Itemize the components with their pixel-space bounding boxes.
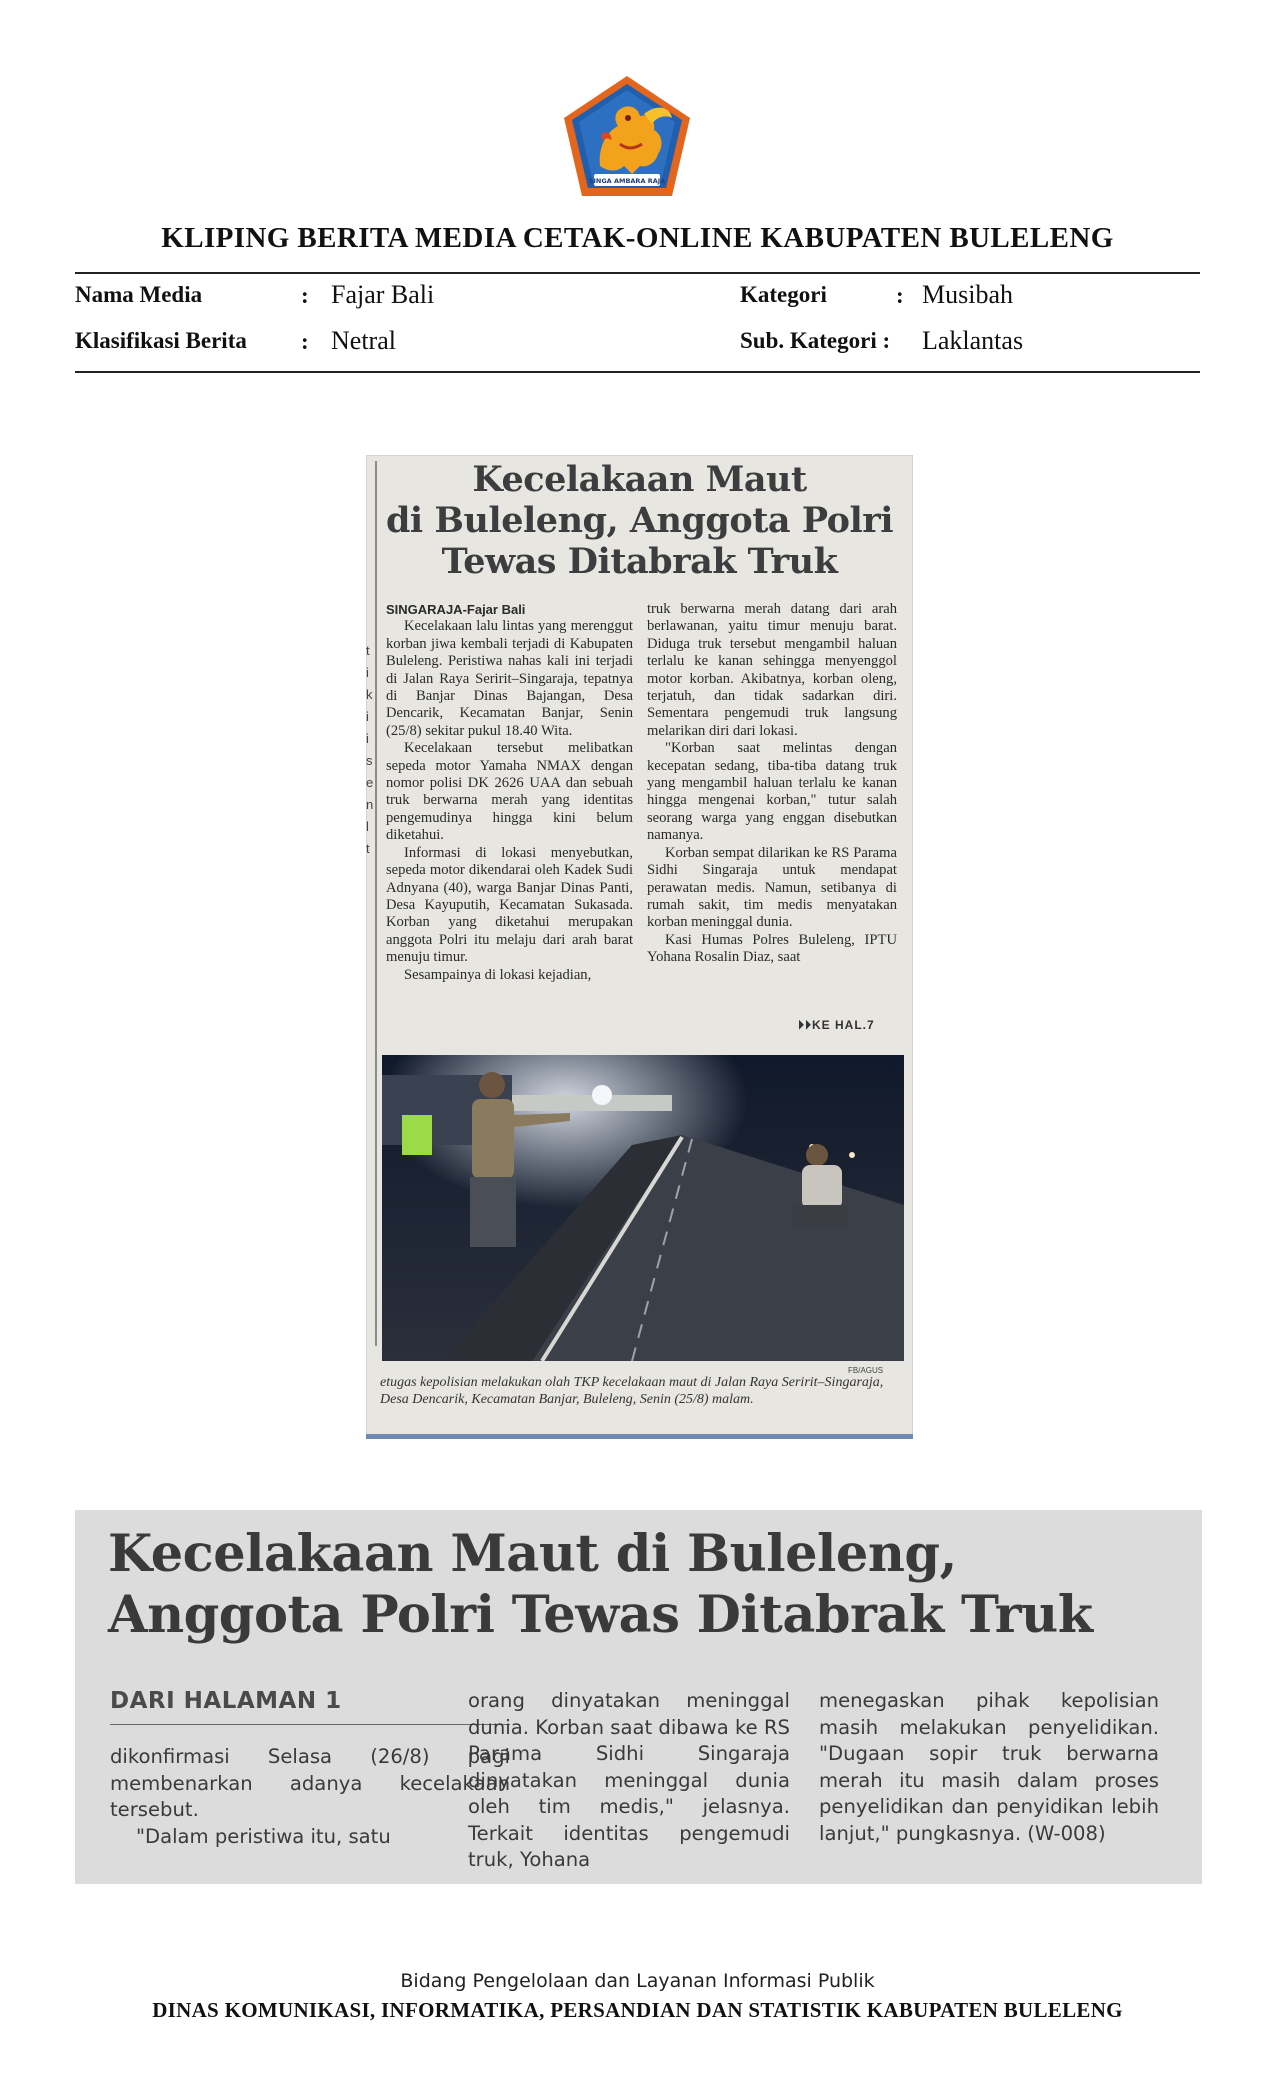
header-divider-top <box>75 272 1200 274</box>
logo-motto: SINGA AMBARA RAJA <box>588 177 666 185</box>
clipping1-headline-line: Tewas Ditabrak Truk <box>441 541 838 582</box>
continued-marker: ⏵⏵KE HAL.7 <box>798 1018 875 1032</box>
clipping2-headline-line: Anggota Polri Tewas Ditabrak Truk <box>108 1585 1093 1645</box>
klasifikasi-label: Klasifikasi Berita <box>75 328 247 353</box>
buleleng-emblem-logo <box>560 74 694 200</box>
clipping2-headline-line: Kecelakaan Maut di Buleleng, <box>108 1524 957 1584</box>
clipping2-column-1 <box>110 1744 510 1850</box>
kategori-label: Kategori <box>740 282 827 307</box>
kicker-underline <box>110 1724 510 1725</box>
document-title: KLIPING BERITA MEDIA CETAK-ONLINE KABUPATEN BULELENG <box>161 222 1114 254</box>
paragraph: "Korban saat melintas dengan kecepatan sedang, tiba-tiba datang truk yang mengambil haluan terlalu ke kanan hingga mengenai korban," tutur salah seorang warga yang enggan disebutkan namanya. <box>647 740 897 844</box>
margin-fragment: i <box>366 665 369 680</box>
margin-fragment: i <box>366 709 369 724</box>
kategori-colon: : <box>896 283 904 308</box>
header-divider-bottom <box>75 371 1200 373</box>
clipping1-headline <box>366 459 913 582</box>
newspaper-clipping-page-1 <box>366 455 913 1439</box>
paragraph: menegaskan pihak kepolisian masih melakukan penyelidikan. "Dugaan sopir truk berwarna merah itu masih dalam proses penyelidikan dan penyidikan lebih lanjut," pungkasnya. (W-008) <box>819 1689 1159 1845</box>
paragraph: Informasi di lokasi menyebutkan, sepeda motor dikendarai oleh Kadek Sudi Adnyana (40), warga Banjar Dinas Panti, Desa Kayuputih, Kecamatan Sukasada. Korban yang diketahui merupakan anggota Polri itu melaju dari arah barat menuju timur. <box>386 844 633 966</box>
paragraph: dikonfirmasi Selasa (26/8) pagi membenarkan adanya kecelakaan tersebut. <box>110 1745 510 1821</box>
page-border-accent <box>366 1434 913 1439</box>
margin-fragment: e <box>366 775 374 790</box>
nama-media-colon: : <box>301 283 309 308</box>
clipping2-headline <box>108 1524 1188 1646</box>
accident-scene-photo <box>382 1055 904 1361</box>
photo-caption: etugas kepolisian melakukan olah TKP kecelakaan maut di Jalan Raya Seririt–Singaraja, Desa Dencarik, Kecamatan Banjar, Buleleng, Senin (25/8) malam. <box>380 1375 884 1407</box>
paragraph: Kasi Humas Polres Buleleng, IPTU Yohana Rosalin Diaz, saat <box>647 931 897 966</box>
margin-fragment: k <box>366 687 373 702</box>
clipping1-left-column <box>386 601 633 984</box>
margin-fragment: i <box>366 731 369 746</box>
paragraph: Kecelakaan tersebut melibatkan sepeda motor Yamaha NMAX dengan nomor polisi DK 2626 UAA dan sebuah truk berwarna merah yang identitas pengemudinya hingga kini belum diketahui. <box>386 740 633 844</box>
kategori-value: Musibah <box>922 280 1013 309</box>
clipping2-column-2 <box>468 1688 790 1874</box>
page-fold-line <box>375 461 377 1346</box>
footer-department: Bidang Pengelolaan dan Layanan Informasi Publik <box>400 1970 875 1992</box>
clipping1-headline-line: Kecelakaan Maut <box>472 459 807 500</box>
margin-fragment: t <box>366 643 370 658</box>
clipping1-headline-line: di Buleleng, Anggota Polri <box>385 500 894 541</box>
nama-media-label: Nama Media <box>75 282 203 307</box>
left-margin-fragments <box>366 640 375 860</box>
paragraph: truk berwarna merah datang dari arah berlawanan, yaitu timur menuju barat. Diduga truk tersebut mengambil haluan terlalu ke kanan sehingga menyenggol motor korban. Akibatnya, korban oleng, terjatuh, dan tidak sadarkan diri. Sementara pengemudi truk langsung melarikan diri dari lokasi. <box>647 601 897 739</box>
photo-credit: FB/AGUS <box>848 1366 884 1375</box>
newspaper-clipping-continuation <box>75 1510 1202 1884</box>
sub-kategori-value: Laklantas <box>922 326 1024 355</box>
paragraph: Sesampainya di lokasi kejadian, <box>404 966 592 983</box>
footer-agency: DINAS KOMUNIKASI, INFORMATIKA, PERSANDIAN DAN STATISTIK KABUPATEN BULELENG <box>152 1998 1123 2022</box>
clipping1-right-column <box>647 601 897 967</box>
paragraph: Korban sempat dilarikan ke RS Parama Sidhi Singaraja untuk mendapat perawatan medis. Namun, setibanya di rumah sakit, tim medis menyatakan korban meninggal dunia. <box>647 844 897 931</box>
paragraph: Kecelakaan lalu lintas yang merenggut korban jiwa kembali terjadi di Kabupaten Buleleng. Peristiwa nahas kali ini terjadi di Jalan Raya Seririt–Singaraja, tepatnya di Banjar Dinas Bajangan, Desa Dencarik, Kecamatan Banjar, Senin (25/8) sekitar pukul 18.40 Wita. <box>386 618 633 739</box>
margin-fragment: n <box>366 797 374 812</box>
klasifikasi-value: Netral <box>331 326 396 355</box>
nama-media-value: Fajar Bali <box>331 280 435 309</box>
section-kicker: DARI HALAMAN 1 <box>110 1688 342 1714</box>
margin-fragment: s <box>366 753 373 768</box>
dateline: SINGARAJA-Fajar Bali <box>386 602 526 617</box>
clipping2-column-3 <box>819 1688 1159 1847</box>
paragraph: "Dalam peristiwa itu, satu <box>136 1824 391 1848</box>
margin-fragment: l <box>366 819 369 834</box>
paragraph: orang dinyatakan meninggal dunia. Korban saat dibawa ke RS Parama Sidhi Singaraja dinyatakan meninggal dunia oleh tim medis," jelasnya. Terkait identitas pengemudi truk, Yohana <box>468 1689 790 1871</box>
klasifikasi-colon: : <box>301 329 309 354</box>
margin-fragment: t <box>366 841 370 856</box>
sub-kategori-label: Sub. Kategori : <box>740 328 891 353</box>
